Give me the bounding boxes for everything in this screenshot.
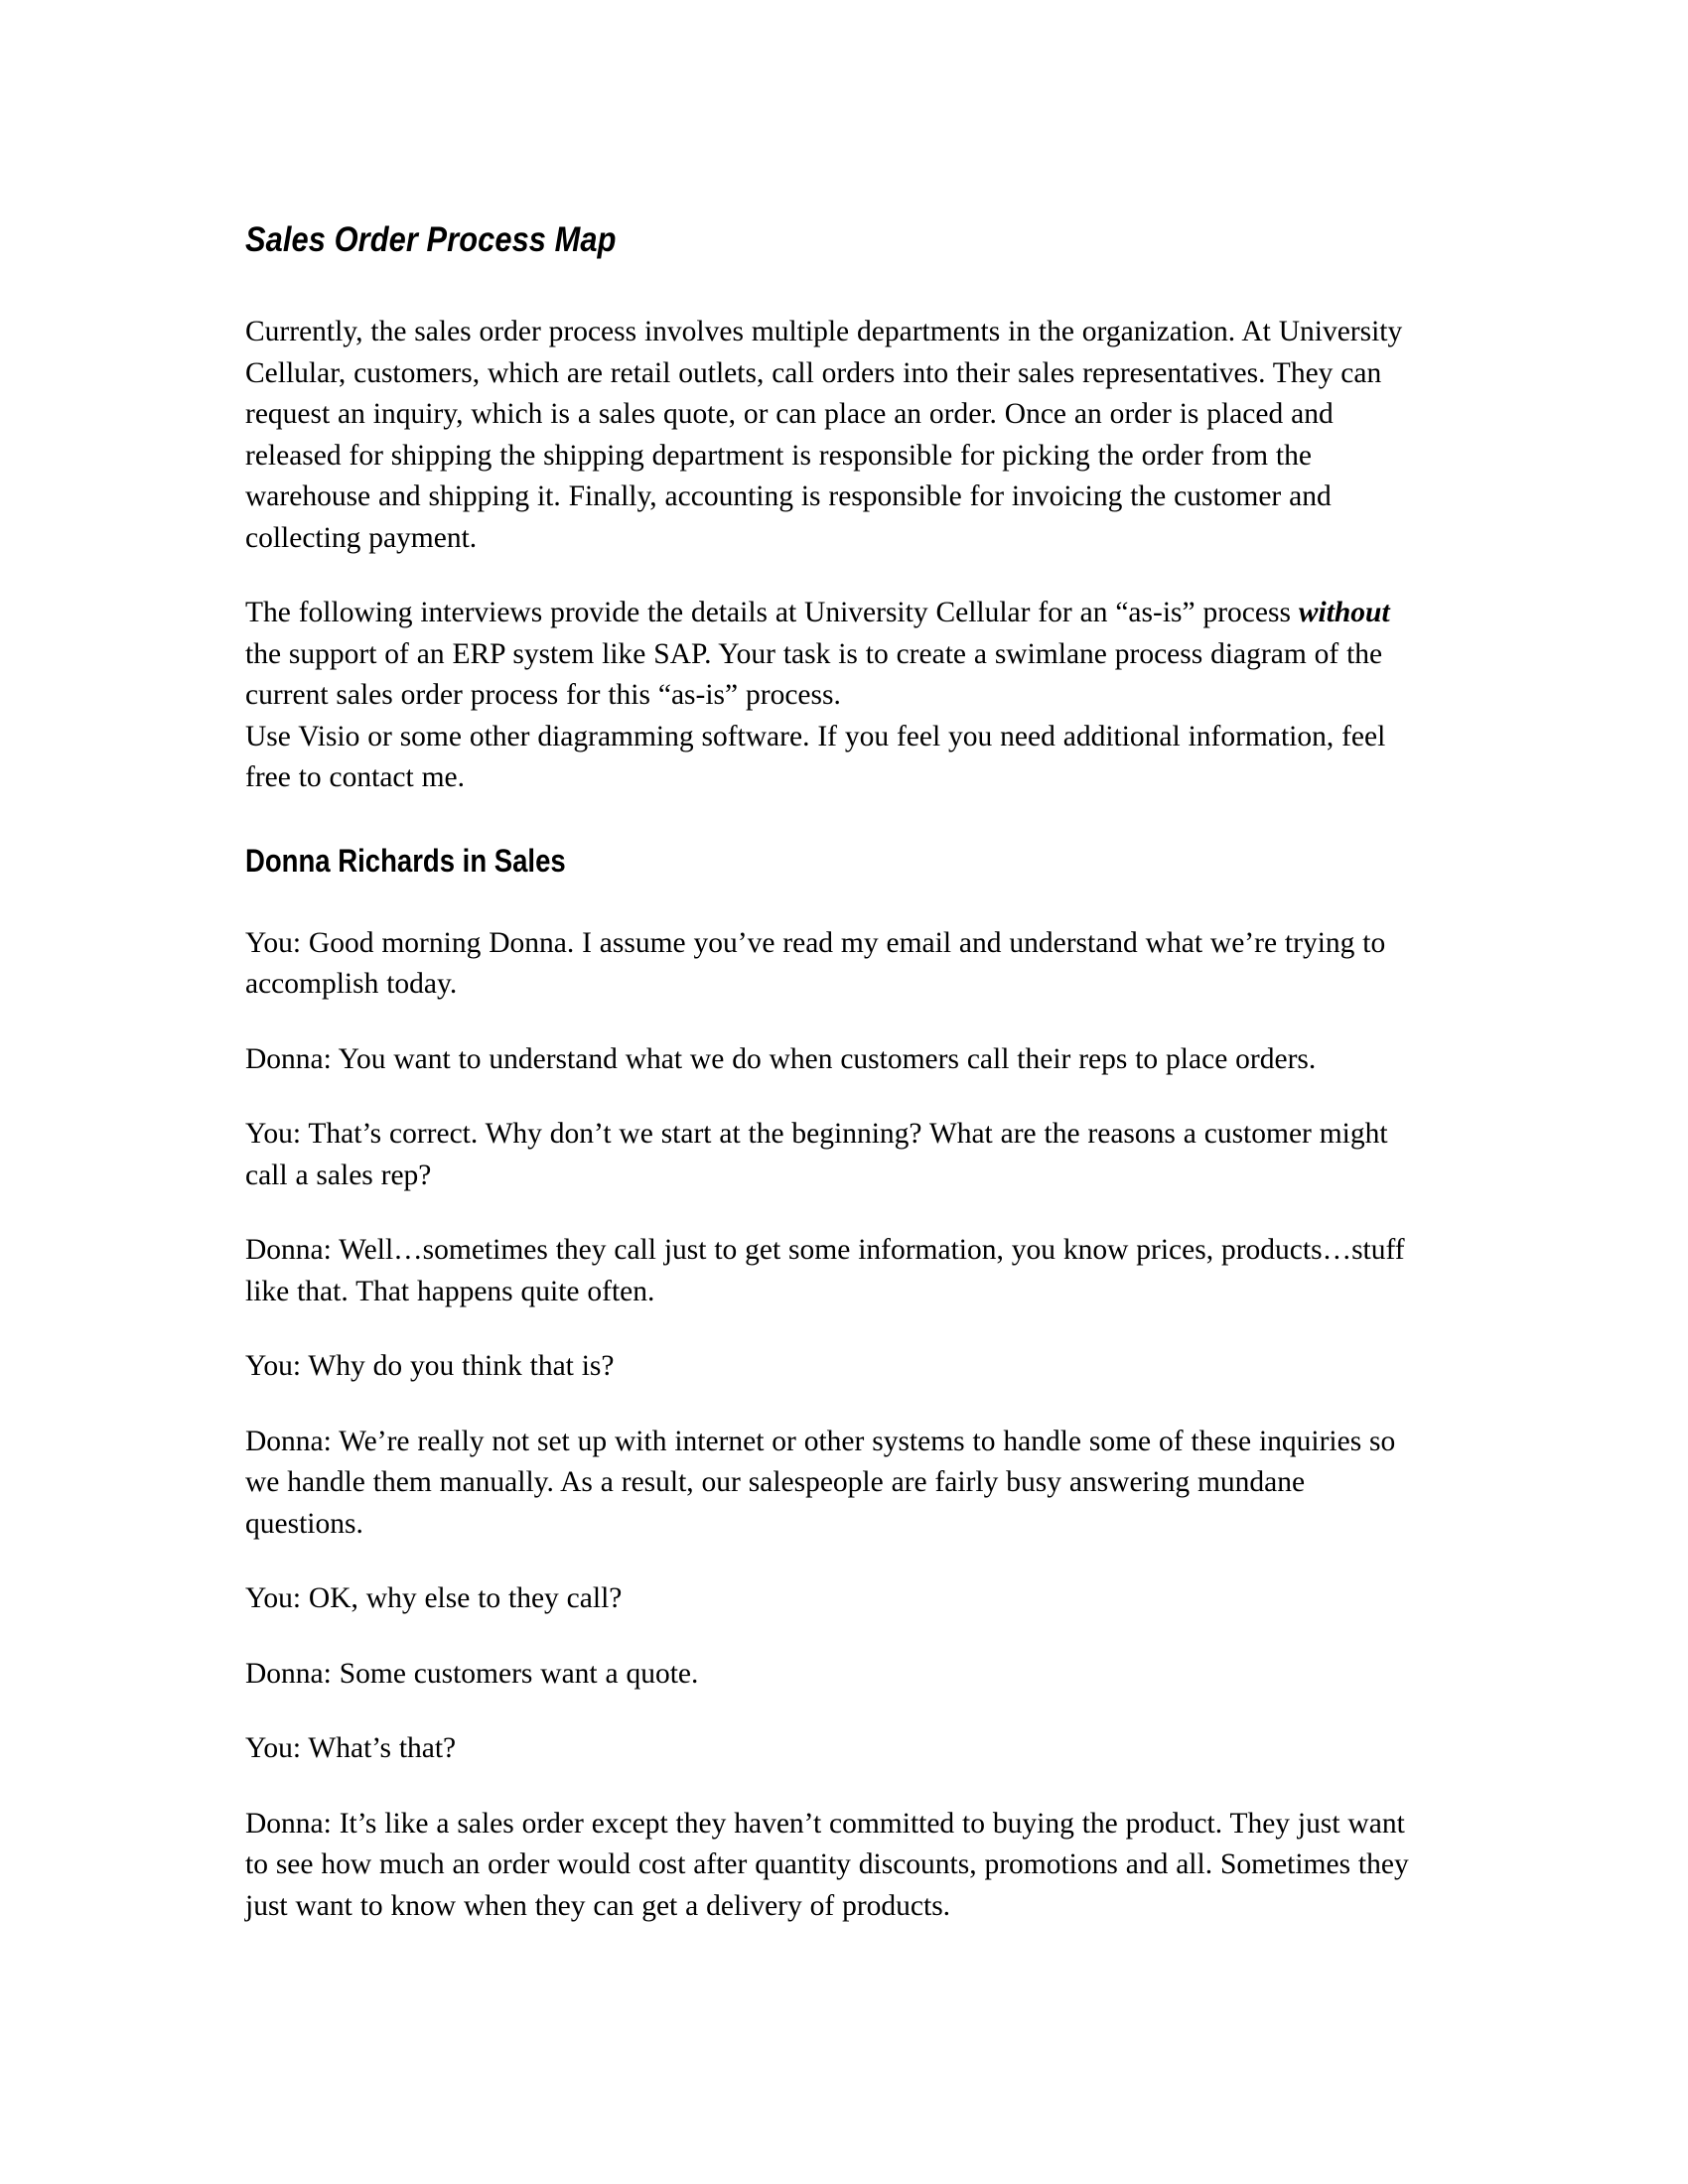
dialogue-line: You: OK, why else to they call? — [245, 1582, 623, 1615]
emphasis-without: without — [1298, 597, 1390, 629]
dialogue-line: You: Good morning Donna. I assume you’ve read my email and understand what we’re trying to accomplish today. — [245, 926, 1386, 1001]
document-content — [245, 220, 1419, 1927]
dialogue-line: Donna: Well…sometimes they call just to get some information, you know prices, products…stuff like that. That happens quite often. — [245, 1234, 1405, 1307]
dialogue-line: You: Why do you think that is? — [245, 1350, 615, 1383]
task-text-after: the support of an ERP system like SAP. Your task is to create a swimlane process diagram of the current sales order process for this “as-is” process. — [245, 637, 1383, 712]
dialogue-line: Donna: We’re really not set up with internet or other systems to handle some of these inquiries so we handle them manually. As a result, our salespeople are fairly busy answering mundane questions. — [245, 1425, 1396, 1540]
task-text-before: The following interviews provide the details at University Cellular for an “as-is” process — [245, 597, 1299, 629]
dialogue-line: Donna: Some customers want a quote. — [245, 1657, 699, 1690]
intro-paragraph-1: Currently, the sales order process involves multiple departments in the organization. At University Cellular, customers, which are retail outlets, call orders into their sales representatives. They can request an inquiry, which is a sales quote, or can place an order. Once an order is placed and released for shipping the shipping department is responsible for picking the order from the warehouse and shipping it. Finally, accounting is responsible for invoicing the customer and collecting payment. — [245, 316, 1403, 554]
dialogue-line: Donna: You want to understand what we do when customers call their reps to place orders. — [245, 1042, 1317, 1075]
dialogue-line: Donna: It’s like a sales order except they haven’t committed to buying the product. They just want to see how much an order would cost after quantity discounts, promotions and all. Sometimes they just want to know when they can get a delivery of products. — [245, 1807, 1409, 1922]
task-paragraph-continuation: Use Visio or some other diagramming software. If you feel you need additional information, feel free to contact me. — [245, 720, 1386, 794]
page-title: Sales Order Process Map — [245, 220, 617, 259]
interview-heading-donna-richards: Donna Richards in Sales — [245, 842, 566, 879]
task-paragraph — [245, 593, 1419, 717]
dialogue-line: You: That’s correct. Why don’t we start at the beginning? What are the reasons a customer might call a sales rep? — [245, 1118, 1388, 1191]
dialogue-line: You: What’s that? — [245, 1732, 457, 1765]
